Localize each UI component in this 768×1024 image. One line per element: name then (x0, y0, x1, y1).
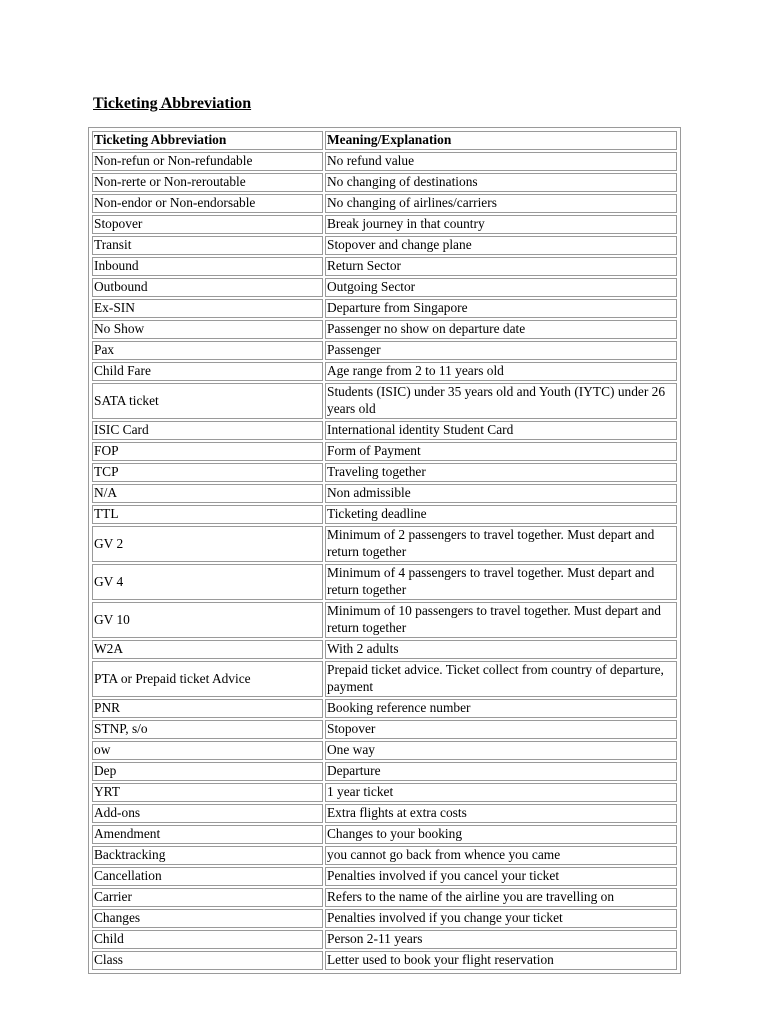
abbreviation-cell: PNR (92, 699, 323, 718)
table-row (92, 526, 677, 562)
table-row (92, 846, 677, 865)
abbreviation-cell: Outbound (92, 278, 323, 297)
table-row (92, 463, 677, 482)
meaning-cell: Letter used to book your flight reservation (325, 951, 677, 970)
meaning-cell: Students (ISIC) under 35 years old and Youth (IYTC) under 26 years old (325, 383, 677, 419)
abbreviation-cell: Stopover (92, 215, 323, 234)
abbreviation-cell: TCP (92, 463, 323, 482)
meaning-cell: No refund value (325, 152, 677, 171)
meaning-cell: Person 2-11 years (325, 930, 677, 949)
meaning-cell: Minimum of 2 passengers to travel together. Must depart and return together (325, 526, 677, 562)
meaning-cell: Refers to the name of the airline you are travelling on (325, 888, 677, 907)
meaning-cell: Minimum of 10 passengers to travel together. Must depart and return together (325, 602, 677, 638)
abbreviation-cell: FOP (92, 442, 323, 461)
abbreviation-cell: ISIC Card (92, 421, 323, 440)
abbreviation-cell: Non-refun or Non-refundable (92, 152, 323, 171)
meaning-cell: Break journey in that country (325, 215, 677, 234)
table-row (92, 564, 677, 600)
table-row (92, 257, 677, 276)
table-row (92, 236, 677, 255)
meaning-cell: Penalties involved if you change your ticket (325, 909, 677, 928)
abbreviation-cell: W2A (92, 640, 323, 659)
meaning-cell: No changing of destinations (325, 173, 677, 192)
header-meaning: Meaning/Explanation (325, 131, 677, 150)
table-row (92, 383, 677, 419)
abbreviation-cell: GV 10 (92, 602, 323, 638)
abbreviation-cell: Ex-SIN (92, 299, 323, 318)
table-row (92, 930, 677, 949)
table-row (92, 215, 677, 234)
table-row (92, 741, 677, 760)
table-row (92, 825, 677, 844)
table-row (92, 278, 677, 297)
abbreviation-cell: Backtracking (92, 846, 323, 865)
table-row (92, 442, 677, 461)
table-row (92, 602, 677, 638)
table-row (92, 783, 677, 802)
table-row (92, 661, 677, 697)
abbreviation-cell: Child (92, 930, 323, 949)
table-row (92, 194, 677, 213)
meaning-cell: 1 year ticket (325, 783, 677, 802)
table-row (92, 484, 677, 503)
abbreviation-cell: YRT (92, 783, 323, 802)
abbreviation-cell: Add-ons (92, 804, 323, 823)
meaning-cell: Non admissible (325, 484, 677, 503)
table-row (92, 888, 677, 907)
abbreviation-cell: Non-rerte or Non-reroutable (92, 173, 323, 192)
table-row (92, 320, 677, 339)
table-row (92, 421, 677, 440)
table-header-row (92, 131, 677, 150)
meaning-cell: No changing of airlines/carriers (325, 194, 677, 213)
abbreviation-cell: GV 4 (92, 564, 323, 600)
table-row (92, 909, 677, 928)
table-row (92, 867, 677, 886)
meaning-cell: Age range from 2 to 11 years old (325, 362, 677, 381)
abbreviation-cell: Dep (92, 762, 323, 781)
meaning-cell: Stopover (325, 720, 677, 739)
table-row (92, 505, 677, 524)
abbreviation-cell: Pax (92, 341, 323, 360)
meaning-cell: Booking reference number (325, 699, 677, 718)
meaning-cell: Ticketing deadline (325, 505, 677, 524)
meaning-cell: Passenger (325, 341, 677, 360)
table-row (92, 341, 677, 360)
abbreviation-cell: Inbound (92, 257, 323, 276)
table-row (92, 362, 677, 381)
meaning-cell: Minimum of 4 passengers to travel together. Must depart and return together (325, 564, 677, 600)
table-row (92, 173, 677, 192)
table-row (92, 640, 677, 659)
meaning-cell: you cannot go back from whence you came (325, 846, 677, 865)
page-title: Ticketing Abbreviation (93, 95, 252, 112)
table-row (92, 699, 677, 718)
abbreviation-cell: Cancellation (92, 867, 323, 886)
abbreviation-cell: Child Fare (92, 362, 323, 381)
table-row (92, 152, 677, 171)
meaning-cell: Passenger no show on departure date (325, 320, 677, 339)
header-abbreviation: Ticketing Abbreviation (92, 131, 323, 150)
meaning-cell: Stopover and change plane (325, 236, 677, 255)
meaning-cell: Traveling together (325, 463, 677, 482)
meaning-cell: Departure (325, 762, 677, 781)
meaning-cell: Prepaid ticket advice. Ticket collect from country of departure, payment (325, 661, 677, 697)
abbreviation-cell: Non-endor or Non-endorsable (92, 194, 323, 213)
abbreviation-cell: No Show (92, 320, 323, 339)
table-row (92, 762, 677, 781)
table-row (92, 720, 677, 739)
abbreviation-cell: GV 2 (92, 526, 323, 562)
abbreviation-cell: SATA ticket (92, 383, 323, 419)
abbreviation-cell: TTL (92, 505, 323, 524)
abbreviation-table (90, 129, 679, 972)
meaning-cell: Changes to your booking (325, 825, 677, 844)
abbreviation-cell: PTA or Prepaid ticket Advice (92, 661, 323, 697)
abbreviation-cell: Changes (92, 909, 323, 928)
abbreviation-cell: STNP, s/o (92, 720, 323, 739)
abbreviation-table-frame (88, 127, 681, 974)
meaning-cell: Return Sector (325, 257, 677, 276)
table-row (92, 804, 677, 823)
meaning-cell: One way (325, 741, 677, 760)
abbreviation-cell: ow (92, 741, 323, 760)
abbreviation-cell: Class (92, 951, 323, 970)
meaning-cell: Outgoing Sector (325, 278, 677, 297)
abbreviation-cell: Transit (92, 236, 323, 255)
meaning-cell: International identity Student Card (325, 421, 677, 440)
meaning-cell: With 2 adults (325, 640, 677, 659)
abbreviation-cell: N/A (92, 484, 323, 503)
meaning-cell: Penalties involved if you cancel your ticket (325, 867, 677, 886)
table-row (92, 299, 677, 318)
abbreviation-cell: Carrier (92, 888, 323, 907)
meaning-cell: Form of Payment (325, 442, 677, 461)
table-row (92, 951, 677, 970)
abbreviation-cell: Amendment (92, 825, 323, 844)
meaning-cell: Departure from Singapore (325, 299, 677, 318)
meaning-cell: Extra flights at extra costs (325, 804, 677, 823)
